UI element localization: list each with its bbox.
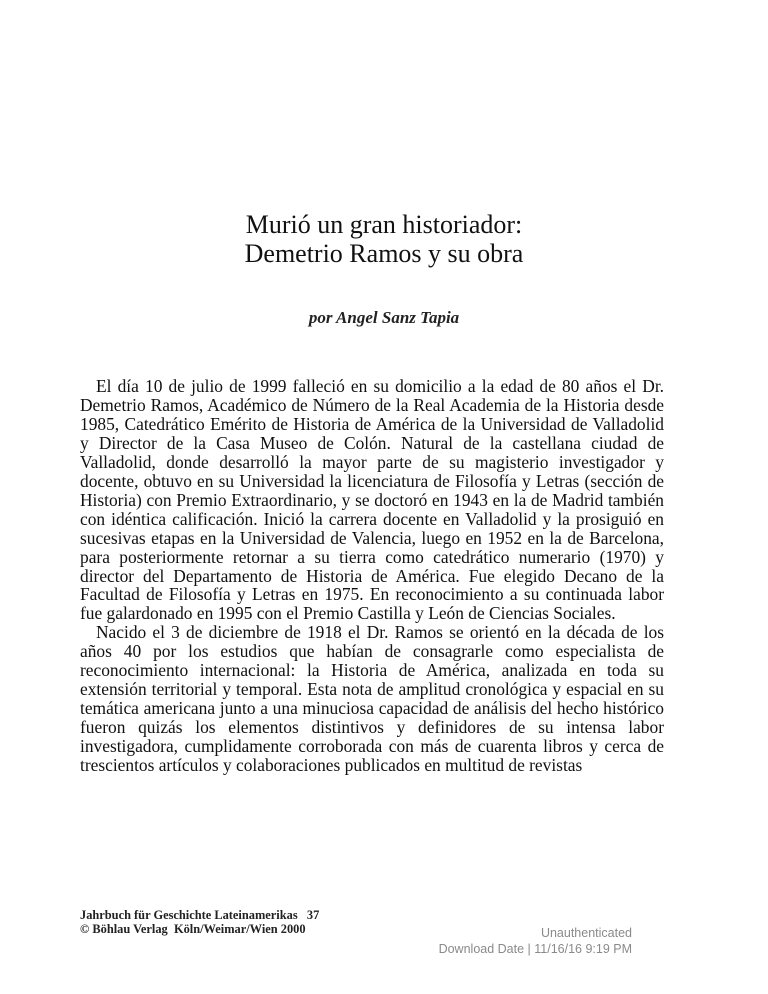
author-byline: por Angel Sanz Tapia	[308, 308, 460, 327]
article-title	[0, 210, 768, 268]
watermark-auth-status: Unauthenticated	[540, 926, 632, 940]
paragraph-1: El día 10 de julio de 1999 falleció en su domicilio a la edad de 80 años el Dr. Demetrio Ramos, Académico de Número de la Real Academia de la Historia desde 1985, Catedrático Emérito de Historia de América de la Universidad de Valladolid y Director de la Casa Museo de Colón. Natural de la castellana ciudad de Valladolid, donde desarrolló la mayor parte de su magisterio investigador y docente, obtuvo en su Universidad la licenciatura de Filosofía y Letras (sección de Historia) con Premio Extraordinario, y se doctoró en 1943 en la de Madrid también con idéntica calificación. Inició la carrera docente en Valladolid y la prosiguió en sucesivas etapas en la Universidad de Valencia, luego en 1952 en la de Barcelona, para posteriormente retornar a su tierra como catedrático numerario (1970) y director del Departamento de Historia de América. Fue elegido Decano de la Facultad de Filosofía y Letras en 1975. En reconocimiento a su continuada labor fue galardonado en 1995 con el Premio Castilla y León de Ciencias Sociales.	[80, 376, 664, 624]
paragraph-2: Nacido el 3 de diciembre de 1918 el Dr. Ramos se orientó en la década de los años 40 por los estudios que habían de consagrarle como especialista de reconocimiento internacional: la Historia de América, analizada en toda su extensión territorial y temporal. Esta nota de amplitud cronológica y espacial en su temática americana junto a una minuciosa capacidad de análisis del hecho histórico fueron quizás los elementos distintivos y definidores de su intensa labor investigadora, cumplidamente corroborada con más de cuarenta libros y cerca de trescientos artículos y colaboraciones publicados en multitud de revistas	[80, 622, 664, 776]
journal-footer	[80, 908, 319, 936]
watermark-download-date: Download Date | 11/16/16 9:19 PM	[438, 942, 632, 956]
journal-citation: Jahrbuch für Geschichte Lateinamerikas 37	[80, 908, 320, 922]
publisher-copyright: © Böhlau Verlag Köln/Weimar/Wien 2000	[80, 922, 306, 936]
article-body	[80, 377, 664, 775]
download-watermark	[439, 925, 632, 957]
title-line-2: Demetrio Ramos y su obra	[244, 239, 524, 268]
title-line-1: Murió un gran historiador:	[245, 210, 523, 239]
